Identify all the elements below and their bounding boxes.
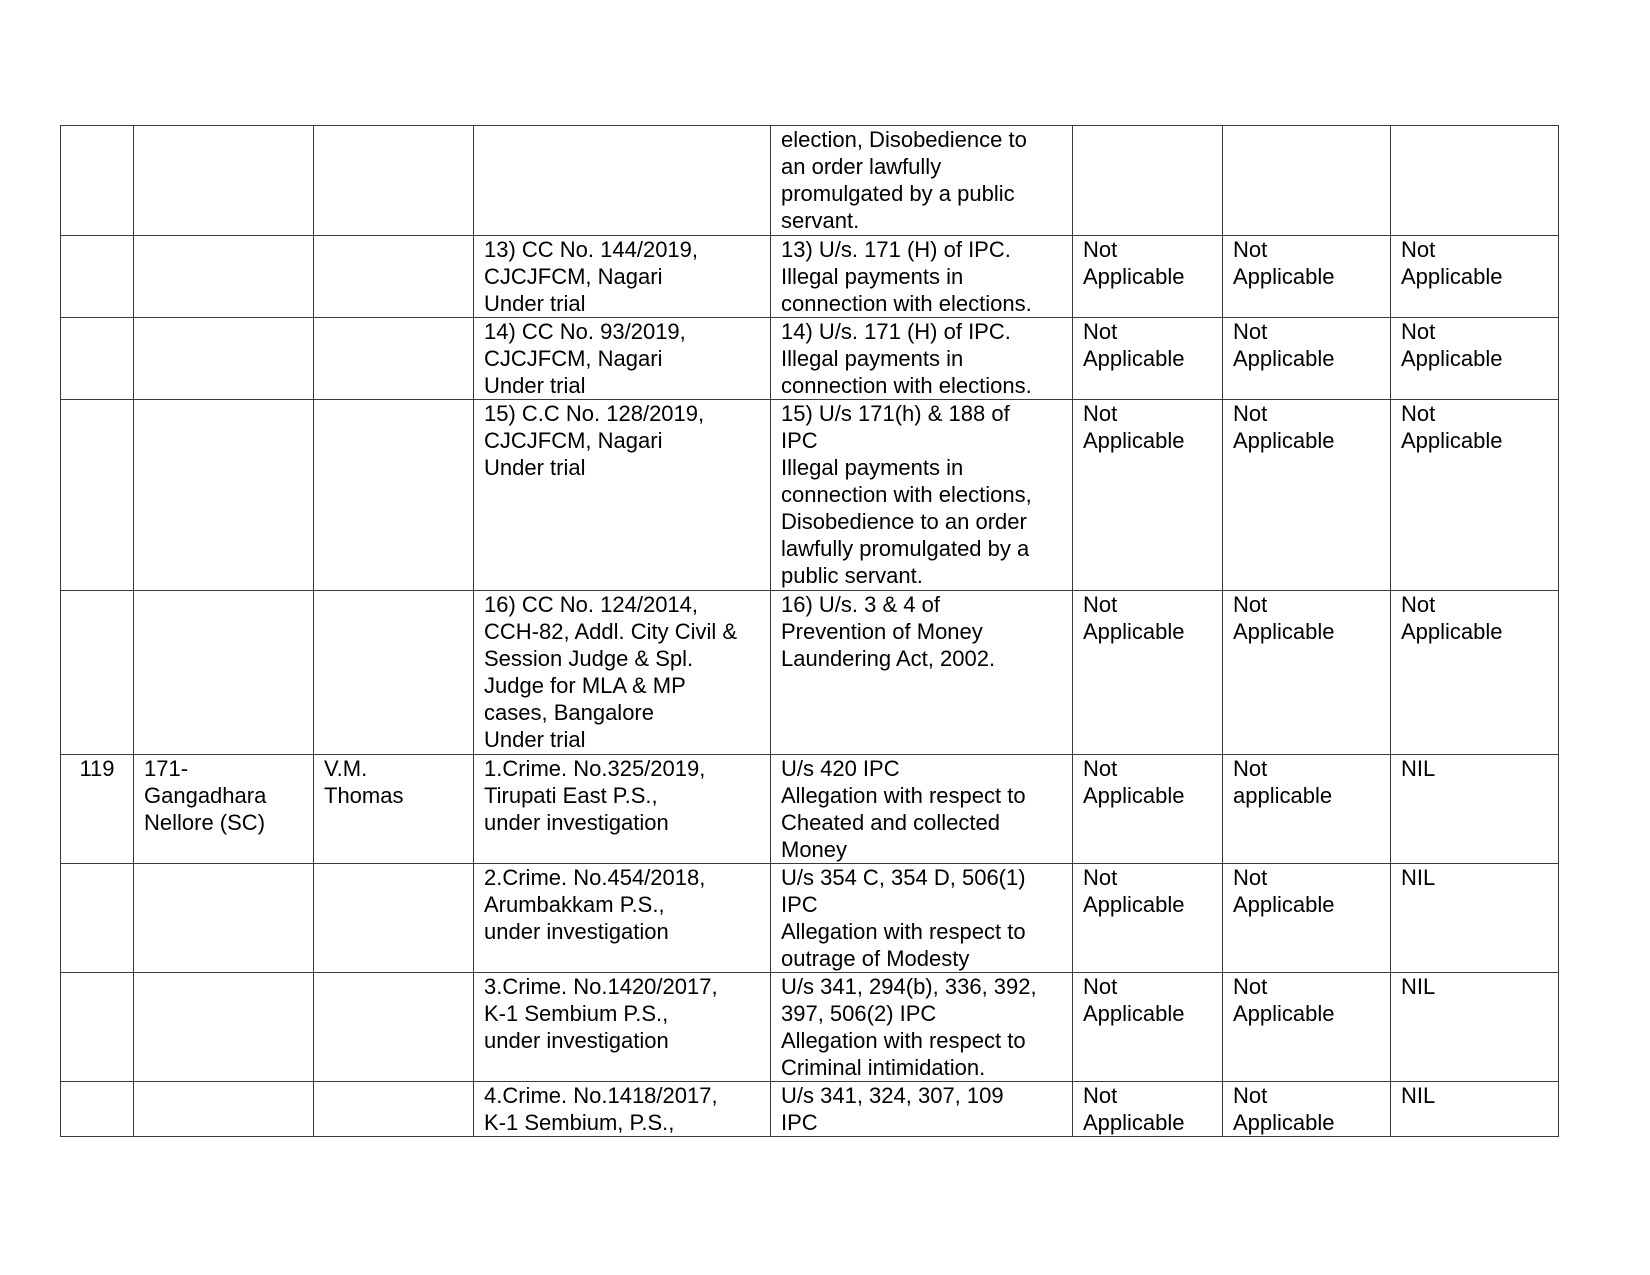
constituency-cell xyxy=(134,1082,314,1137)
serial-number-cell xyxy=(61,864,134,973)
serial-number-cell xyxy=(61,126,134,236)
case-details-cell: 2.Crime. No.454/2018, Arumbakkam P.S., under investigation xyxy=(474,864,771,973)
status-cell-a: Not Applicable xyxy=(1073,973,1223,1082)
status-cell-a: Not Applicable xyxy=(1073,318,1223,400)
constituency-cell xyxy=(134,236,314,318)
sections-cell: 13) U/s. 171 (H) of IPC. Illegal payments in connection with elections. xyxy=(771,236,1073,318)
table-row xyxy=(61,318,1559,400)
table-row xyxy=(61,591,1559,755)
constituency-cell xyxy=(134,591,314,755)
serial-number-cell xyxy=(61,318,134,400)
serial-number-cell xyxy=(61,400,134,591)
status-cell-a: Not Applicable xyxy=(1073,400,1223,591)
case-details-cell: 16) CC No. 124/2014, CCH-82, Addl. City Civil & Session Judge & Spl. Judge for MLA & MP cases, Bangalore Under trial xyxy=(474,591,771,755)
constituency-cell xyxy=(134,864,314,973)
serial-number-cell xyxy=(61,236,134,318)
sections-cell: 15) U/s 171(h) & 188 of IPC Illegal payments in connection with elections, Disobedience to an order lawfully promulgated by a public servant. xyxy=(771,400,1073,591)
sections-cell: 14) U/s. 171 (H) of IPC. Illegal payments in connection with elections. xyxy=(771,318,1073,400)
table-row xyxy=(61,400,1559,591)
candidate-name-cell xyxy=(314,1082,474,1137)
case-details-cell: 4.Crime. No.1418/2017, K-1 Sembium, P.S., xyxy=(474,1082,771,1137)
status-cell-b: Not Applicable xyxy=(1223,400,1391,591)
status-cell-a: Not Applicable xyxy=(1073,236,1223,318)
status-cell-b: Not Applicable xyxy=(1223,1082,1391,1137)
serial-number-cell xyxy=(61,973,134,1082)
candidate-name-cell xyxy=(314,126,474,236)
status-cell-c xyxy=(1391,126,1559,236)
candidate-name-cell xyxy=(314,973,474,1082)
sections-cell: U/s 354 C, 354 D, 506(1) IPC Allegation with respect to outrage of Modesty xyxy=(771,864,1073,973)
sections-cell: U/s 420 IPC Allegation with respect to Cheated and collected Money xyxy=(771,755,1073,864)
status-cell-b xyxy=(1223,126,1391,236)
status-cell-b: Not Applicable xyxy=(1223,591,1391,755)
case-details-cell: 14) CC No. 93/2019, CJCJFCM, Nagari Under trial xyxy=(474,318,771,400)
case-details-cell: 15) C.C No. 128/2019, CJCJFCM, Nagari Under trial xyxy=(474,400,771,591)
status-cell-b: Not Applicable xyxy=(1223,318,1391,400)
status-cell-a: Not Applicable xyxy=(1073,755,1223,864)
status-cell-b: Not Applicable xyxy=(1223,236,1391,318)
candidate-name-cell xyxy=(314,591,474,755)
table-row xyxy=(61,236,1559,318)
status-cell-b: Not Applicable xyxy=(1223,864,1391,973)
table-row xyxy=(61,864,1559,973)
sections-cell: U/s 341, 294(b), 336, 392, 397, 506(2) IPC Allegation with respect to Criminal intimidation. xyxy=(771,973,1073,1082)
sections-cell: 16) U/s. 3 & 4 of Prevention of Money Laundering Act, 2002. xyxy=(771,591,1073,755)
table-body xyxy=(61,126,1559,1137)
candidate-name-cell xyxy=(314,864,474,973)
candidate-name-cell xyxy=(314,236,474,318)
constituency-cell xyxy=(134,318,314,400)
candidate-name-cell: V.M. Thomas xyxy=(314,755,474,864)
status-cell-c: Not Applicable xyxy=(1391,236,1559,318)
status-cell-a xyxy=(1073,126,1223,236)
sections-cell: election, Disobedience to an order lawfully promulgated by a public servant. xyxy=(771,126,1073,236)
candidate-name-cell xyxy=(314,400,474,591)
case-details-cell xyxy=(474,126,771,236)
constituency-cell xyxy=(134,126,314,236)
status-cell-c: NIL xyxy=(1391,755,1559,864)
status-cell-c: Not Applicable xyxy=(1391,318,1559,400)
constituency-cell xyxy=(134,400,314,591)
status-cell-a: Not Applicable xyxy=(1073,591,1223,755)
constituency-cell xyxy=(134,973,314,1082)
case-details-cell: 3.Crime. No.1420/2017, K-1 Sembium P.S., under investigation xyxy=(474,973,771,1082)
sections-cell: U/s 341, 324, 307, 109 IPC xyxy=(771,1082,1073,1137)
candidate-name-cell xyxy=(314,318,474,400)
serial-number-cell: 119 xyxy=(61,755,134,864)
status-cell-c: NIL xyxy=(1391,973,1559,1082)
status-cell-c: NIL xyxy=(1391,1082,1559,1137)
status-cell-c: Not Applicable xyxy=(1391,591,1559,755)
status-cell-b: Not applicable xyxy=(1223,755,1391,864)
table-row xyxy=(61,755,1559,864)
cases-table xyxy=(60,125,1559,1137)
serial-number-cell xyxy=(61,1082,134,1137)
status-cell-b: Not Applicable xyxy=(1223,973,1391,1082)
constituency-cell: 171- Gangadhara Nellore (SC) xyxy=(134,755,314,864)
case-details-cell: 1.Crime. No.325/2019, Tirupati East P.S., under investigation xyxy=(474,755,771,864)
table-row xyxy=(61,1082,1559,1137)
case-details-cell: 13) CC No. 144/2019, CJCJFCM, Nagari Under trial xyxy=(474,236,771,318)
status-cell-c: NIL xyxy=(1391,864,1559,973)
table-row xyxy=(61,973,1559,1082)
status-cell-c: Not Applicable xyxy=(1391,400,1559,591)
serial-number-cell xyxy=(61,591,134,755)
status-cell-a: Not Applicable xyxy=(1073,864,1223,973)
status-cell-a: Not Applicable xyxy=(1073,1082,1223,1137)
table-row xyxy=(61,126,1559,236)
